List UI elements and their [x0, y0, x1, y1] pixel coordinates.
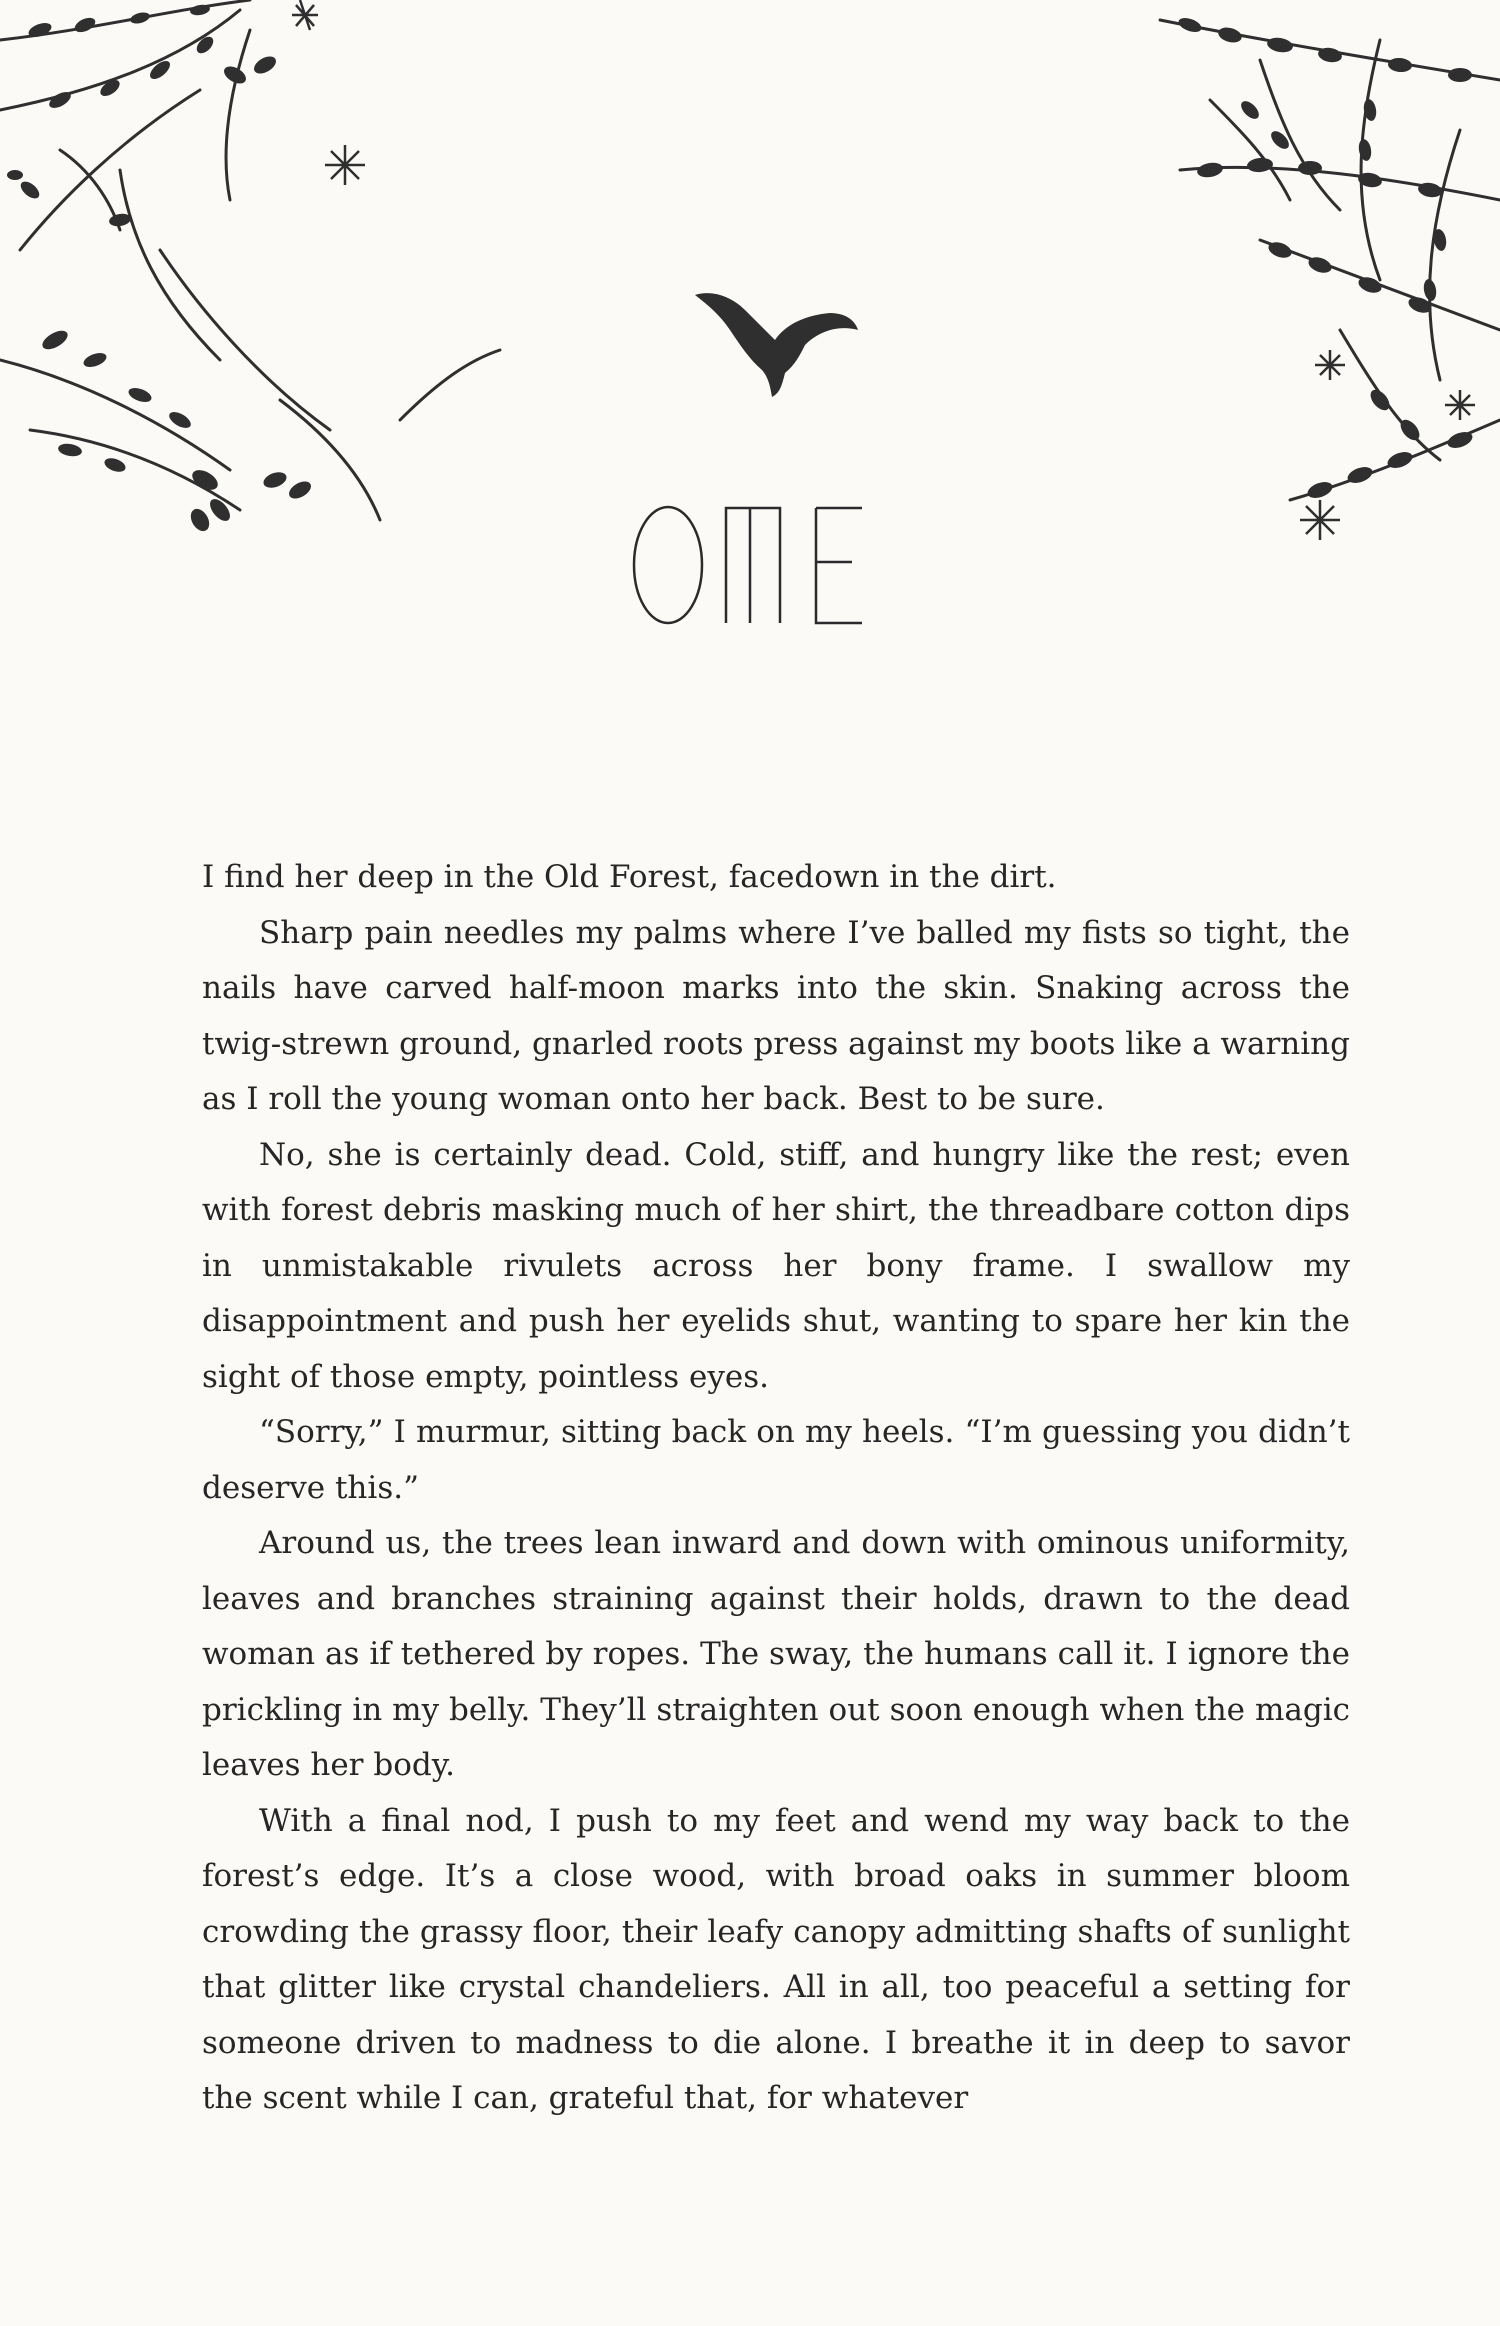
chapter-body	[202, 850, 1350, 2127]
chapter-title	[0, 500, 1, 501]
chapter-title-lettering	[630, 500, 870, 630]
bird-icon	[690, 285, 860, 400]
paragraph: Sharp pain needles my palms where I’ve balled my fists so tight, the nails have carved half-moon marks into the skin. Snaking across the twig-strewn ground, gnarled roots press against my boots like a warning as I roll the young woman onto her back. Best to be sure.	[202, 914, 1350, 1117]
tree-branches-left-icon	[0, 0, 620, 560]
paragraph: No, she is certainly dead. Cold, stiff, and hungry like the rest; even with forest debris masking much of her shirt, the threadbare cotton dips in unmistakable rivulets across her bony frame. I swallow my disappointment and push her eyelids shut, wanting to spare her kin the sight of those empty, pointless eyes.	[202, 1136, 1350, 1395]
paragraph: I find her deep in the Old Forest, facedown in the dirt.	[202, 859, 1057, 895]
paragraph: “Sorry,” I murmur, sitting back on my heels. “I’m guessing you didn’t deserve this.”	[202, 1414, 1350, 1506]
paragraph: Around us, the trees lean inward and down with ominous uniformity, leaves and branches straining against their holds, drawn to the dead woman as if tethered by ropes. The sway, the humans call it. I ignore the prickling in my belly. They’ll straighten out soon enough when the magic leaves her body.	[202, 1525, 1350, 1783]
chapter-heading	[0, 500, 1500, 660]
paragraph: With a final nod, I push to my feet and wend my way back to the forest’s edge. It’s a close wood, with broad oaks in summer bloom crowding the grassy floor, their leafy canopy admitting shafts of sunlight that glitter like crystal chandeliers. All in all, too peaceful a setting for someone driven to madness to die alone. I breathe it in deep to savor the scent while I can, grateful that, for whatever	[202, 1802, 1350, 2116]
tree-branches-right-icon	[960, 0, 1500, 580]
